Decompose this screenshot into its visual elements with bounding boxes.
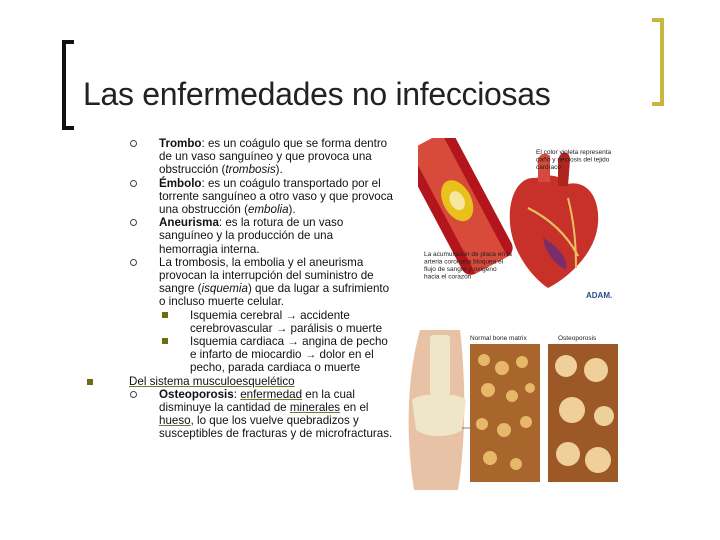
- section-label: Del sistema musculoesquelético: [129, 374, 295, 388]
- bullet-isquemia: La trombosis, la embolia y el aneurisma provocan la interrupción del suministro de sangre (isquemia) que da lugar a sufrimiento o incluso muerte celular.: [88, 256, 393, 309]
- link-hueso[interactable]: hueso: [159, 414, 191, 428]
- bullet-embolo: Émbolo: es un coágulo transportado por el torrente sanguíneo a otro vaso y que provoca una obstrucción (embolia).: [88, 177, 393, 217]
- osteoporosis-illustration: [400, 330, 622, 490]
- link-enfermedad[interactable]: enfermedad: [240, 387, 303, 401]
- bullet-circle-icon: [130, 391, 137, 398]
- bullet-circle-icon: [130, 259, 137, 266]
- bullet-circle-icon: [130, 219, 137, 226]
- bullet-circle-icon: [130, 140, 137, 147]
- heart-caption-top: El color violeta representa daño y necrosis del tejido cardíaco: [536, 149, 612, 171]
- heart-caption-bottom: La acumulación de placa en la arteria coronaria bloquea el flujo de sangre y oxígeno hacia el corazón: [424, 251, 512, 281]
- heart-illustration: [418, 138, 620, 306]
- title-bracket-left: [62, 40, 74, 130]
- bullet-trombo: Trombo: es un coágulo que se forma dentro de un vaso sanguíneo y que provoca una obstrucción (trombosis).: [88, 137, 393, 177]
- sub-bullet-cardiaca: Isquemia cardiaca → angina de pecho e infarto de miocardio → dolor en el pecho, parada cardiaca o muerte: [88, 335, 393, 375]
- slide-content: [88, 137, 393, 441]
- bullet-osteoporosis: Osteoporosis: enfermedad en la cual disminuye la cantidad de minerales en el hueso, lo que los vuelve quebradizos y susceptibles de fracturas y de microfracturas.: [88, 388, 393, 441]
- bone-label-normal: Normal bone matrix: [470, 335, 527, 342]
- adam-logo: ADAM.: [586, 291, 613, 300]
- title-bracket-right: [652, 18, 664, 106]
- bullet-aneurisma: Aneurisma: es la rotura de un vaso sanguíneo y la producción de una hemorragia interna.: [88, 216, 393, 256]
- sub-bullet-cerebral: Isquemia cerebral → accidente cerebrovascular → parálisis o muerte: [88, 309, 393, 335]
- link-minerales[interactable]: minerales: [289, 401, 341, 415]
- bullet-square-icon: [87, 379, 93, 385]
- bullet-circle-icon: [130, 180, 137, 187]
- bullet-square-icon: [162, 338, 168, 344]
- slide-title: Las enfermedades no infecciosas: [83, 76, 551, 112]
- bone-label-osteoporosis: Osteoporosis: [558, 335, 597, 342]
- bullet-square-icon: [162, 312, 168, 318]
- section-musculoesqueletico: [88, 375, 393, 388]
